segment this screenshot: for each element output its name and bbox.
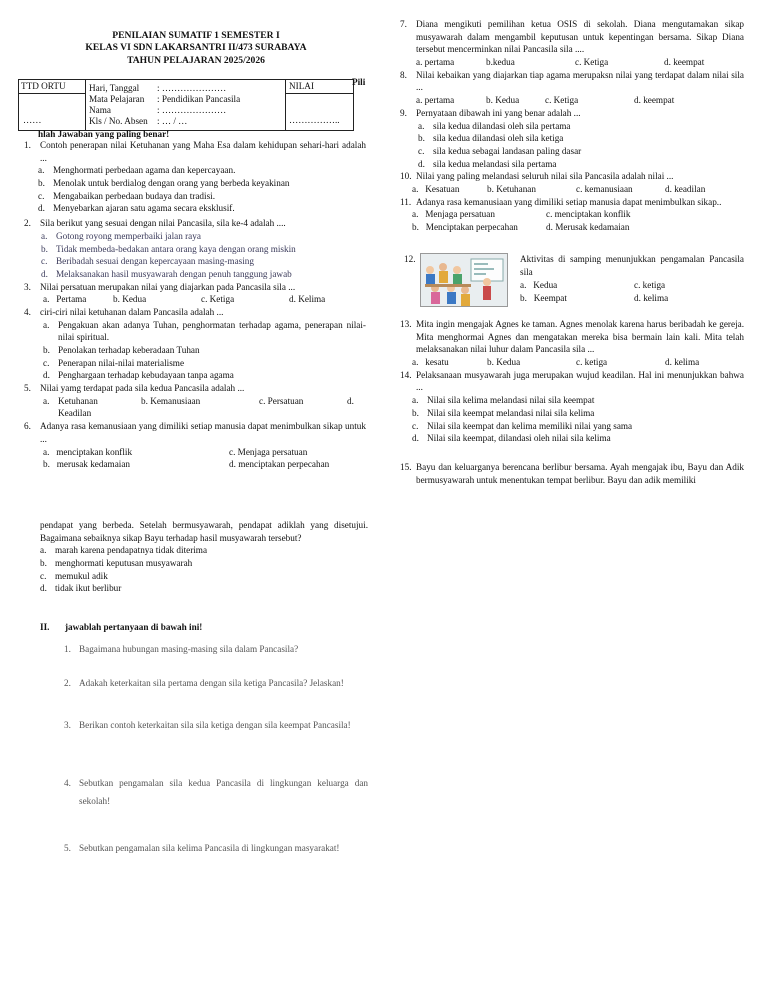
q6-option-a[interactable]: a. menciptakan konflik xyxy=(43,446,133,457)
q6-option-d[interactable]: d. menciptakan perpecahan xyxy=(229,459,330,470)
question-7: 7. Diana mengikuti pemilihan ketua OSIS di sekolah. Diana mengutamakan sikap musyawarah dalam mengambil keputusan untuk kepentingan bersama. Sikap Diana tersebut mencerminkan nilai Pancasila sila .... xyxy=(400,19,744,55)
q11-option-d[interactable]: d. Merusak kedamaian xyxy=(546,222,630,232)
q10-option-d[interactable]: d. keadilan xyxy=(665,183,706,194)
q2-option-b[interactable]: b. Tidak membeda-bedakan antara orang kaya dengan orang miskin xyxy=(41,243,296,254)
essay-question-3: 3. Berikan contoh keterkaitan sila sila ketiga dengan sila keempat Pancasila! xyxy=(64,720,351,730)
q15-option-b[interactable]: b. menghormati keputusan musyawarah xyxy=(40,558,193,569)
question-4: 4. ciri-ciri nilai ketuhanan dalam Pancasila adalah ... xyxy=(24,306,224,317)
header-year: TAHUN PELAJARAN 2025/2026 xyxy=(127,54,265,66)
field-class: Kls / No. Absen : … / … xyxy=(89,115,188,126)
pili-text: Pili xyxy=(352,77,366,87)
field-name: Nama : ………………… xyxy=(89,104,227,115)
question-3: 3. Nilai persatuan merupakan nilai yang diajarkan pada Pancasila sila ... xyxy=(24,281,296,292)
q8-option-b[interactable]: b. Kedua xyxy=(486,95,520,106)
q3-option-c[interactable]: c. Ketiga xyxy=(201,294,235,305)
question-13: 13. Mita ingin mengajak Agnes ke taman. Agnes menolak karena harus beribadah ke gereja. Mita menghormai Agnes dan mengatakan mereka bisa bermain lain kali. Mita telah melaksanakan nilai luhur dalam Pancasila sila ... xyxy=(400,319,744,355)
question-11: 11. Adanya rasa kemanusiaan yang dimiliki setiap manusia dapat menimbulkan sikap.. xyxy=(400,196,722,207)
right-column-lower xyxy=(400,318,744,445)
identity-fields xyxy=(89,83,285,126)
q14-option-b[interactable]: b. Nilai sila keempat melandasi nilai sila kelima xyxy=(412,407,595,418)
essay-question-2: 2. Adakah keterkaitan sila pertama dengan sila ketiga Pancasila? Jelaskan! xyxy=(64,678,344,688)
q10-options xyxy=(400,183,744,196)
q5-option-c[interactable]: c. Persatuan xyxy=(259,395,304,406)
q7-options xyxy=(400,56,744,69)
q9-option-a[interactable]: a. sila kedua dilandasi oleh sila pertama xyxy=(418,120,571,131)
q8-option-c[interactable]: c. Ketiga xyxy=(545,95,579,106)
q12-options-row1 xyxy=(520,279,744,292)
q14-option-a[interactable]: a. Nilai sila kelima melandasi nilai sila keempat xyxy=(412,395,595,406)
q1-option-c[interactable]: c. Mengabaikan perbedaan budaya dan tradisi. xyxy=(38,190,215,201)
q14-option-d[interactable]: d. Nilai sila keempat, dilandasi oleh nilai sila kelima xyxy=(412,433,611,444)
q2-option-d[interactable]: d. Melaksanakan hasil musyawarah dengan penuh tanggung jawab xyxy=(41,268,292,279)
q6-options xyxy=(24,446,366,471)
essay-question-5: 5. Sebutkan pengamalan sila kelima Pancasila di lingkungan masyarakat! xyxy=(64,843,340,853)
ttd-ortu-label: TTD ORTU xyxy=(19,80,85,94)
left-column xyxy=(24,139,366,471)
q9-option-c[interactable]: c. sila kedua sebagai landasan paling dasar xyxy=(418,145,582,156)
q10-option-a[interactable]: a. Kesatuan xyxy=(412,183,460,194)
q9-options xyxy=(400,120,744,171)
ttd-ortu-cell xyxy=(19,80,86,130)
q3-option-a[interactable]: a. Pertama xyxy=(43,294,87,305)
q5-option-d[interactable]: d. xyxy=(347,395,354,406)
q15-option-a[interactable]: a. marah karena pendapatnya tidak diterima xyxy=(40,545,208,556)
q5-option-b[interactable]: b. Kemanusiaan xyxy=(141,395,201,406)
q15-option-d[interactable]: d. tidak ikut berlibur xyxy=(40,583,122,594)
q13-option-d[interactable]: d. kelima xyxy=(665,357,700,368)
question-14: 14. Pelaksanaan musyawarah juga merupakan wujud keadilan. Hal ini menunjukkan bahwa ... xyxy=(400,369,744,393)
q7-option-b[interactable]: b.kedua xyxy=(486,57,515,68)
q12-options-row2 xyxy=(520,292,744,305)
q14-options xyxy=(400,394,744,445)
q2-option-c[interactable]: c. Beribadah sesuai dengan kepercayaan masing-masing xyxy=(41,256,254,267)
q10-option-c[interactable]: c. kemanusiaan xyxy=(576,183,633,194)
q6-option-b[interactable]: b. merusak kedamaian xyxy=(43,459,130,470)
instruction: hlah Jawaban yang paling benar! xyxy=(38,129,170,139)
q4-option-b[interactable]: b. Penolakan terhadap keberadaan Tuhan xyxy=(43,345,200,355)
nilai-dots: …………….. xyxy=(289,115,340,125)
student-id-box xyxy=(18,79,354,131)
q4-options xyxy=(24,319,366,382)
header-title: PENILAIAN SUMATIF 1 SEMESTER I xyxy=(112,30,280,41)
q3-options xyxy=(24,293,366,306)
q13-option-b[interactable]: b. Kedua xyxy=(487,357,521,368)
q2-option-a[interactable]: a. Gotong royong memperbaiki jalan raya xyxy=(41,230,201,241)
q2-options xyxy=(24,230,366,281)
q12-option-b[interactable]: b. Keempat xyxy=(520,293,567,303)
q8-options xyxy=(400,94,744,107)
q7-option-d[interactable]: d. keempat xyxy=(664,57,705,68)
q11-option-a[interactable]: a. Menjaga persatuan xyxy=(412,209,495,220)
question-1: 1. Contoh penerapan nilai Ketuhanan yang Maha Esa dalam kehidupan sehari-hari adalah ... xyxy=(24,140,366,163)
question-8: 8. Nilai kebaikan yang diajarkan tiap agama merupaksn nilai yang terdapat dalam nilai sila ... xyxy=(400,69,744,93)
q9-option-b[interactable]: b. sila kedua dilandasi oleh sila ketiga xyxy=(418,133,564,144)
field-subject: Mata Pelajaran : Pendidikan Pancasila xyxy=(89,93,241,104)
q15-option-c[interactable]: c. memukul adik xyxy=(40,570,108,581)
header-class: KELAS VI SDN LAKARSANTRI II/473 SURABAYA xyxy=(85,42,307,54)
essay-question-1: 1. Bagaimana hubungan masing-masing sila dalam Pancasila? xyxy=(64,644,299,654)
q12-option-a[interactable]: a. Kedua xyxy=(520,280,558,290)
q3-option-b[interactable]: b. Kedua xyxy=(113,294,147,305)
q11-options xyxy=(400,208,744,233)
question-15-continuation: pendapat yang berbeda. Setelah bermusyawarah, pendapat adiklah yang disetujui. Bagaimana sebaiknya sikap Bayu terhadap hasil musyawarah tersebut? a. marah karena pendapatnya tidak diterima b. menghormati keputusan musyawarah c. memukul adik d. tidak ikut berlibur xyxy=(40,520,368,594)
q13-option-a[interactable]: a. kesatu xyxy=(412,357,449,368)
nilai-label: NILAI xyxy=(286,80,354,94)
q12-option-d[interactable]: d. kelima xyxy=(634,293,669,303)
q3-option-d[interactable]: d. Kelima xyxy=(289,294,326,305)
q13-option-c[interactable]: c. ketiga xyxy=(576,357,608,368)
q7-option-c[interactable]: c. Ketiga xyxy=(575,57,609,68)
q1-option-b[interactable]: b. Menolak untuk berdialog dengan orang yang berbeda keyakinan xyxy=(38,178,290,189)
q6-option-c[interactable]: c. Menjaga persatuan xyxy=(229,446,308,457)
q1-options xyxy=(24,164,366,215)
question-10: 10. Nilai yang paling melandasi seluruh nilai sila Pancasila adalah nilai ... xyxy=(400,171,674,182)
q11-option-b[interactable]: b. Menciptakan perpecahan xyxy=(412,222,518,232)
q5-option-a[interactable]: a. Ketuhanan Keadilan xyxy=(43,395,98,419)
q4-option-d[interactable]: d. Penghargaan terhadap kebudayaan tanpa agama xyxy=(43,370,234,381)
q4-option-a[interactable]: a. Pengakuan akan adanya Tuhan, penghormatan terhadap agama, penerapan nilai-nilai spiritual. xyxy=(43,319,366,343)
question-9: 9. Pernyataan dibawah ini yang benar adalah ... xyxy=(400,107,581,118)
field-date: Hari, Tanggal : ………………… xyxy=(89,83,227,93)
question-12: 12. Aktivitas di samping menunjukkan pengamalan Pancasila sila a. Kedua c. ketiga b. Keempat d. kelima xyxy=(404,251,744,311)
question-2: 2. Sila berikut yang sesuai dengan nilai Pancasila, sila ke-4 adalah .... xyxy=(24,218,286,229)
q13-options xyxy=(400,356,744,369)
q1-option-a[interactable]: a. Menghormati perbedaan agama dan kepercayaan. xyxy=(38,165,236,176)
q4-option-c[interactable]: c. Penerapan nilai-nilai materialisme xyxy=(43,357,185,368)
q1-option-d[interactable]: d. Menyebarkan ajaran satu agama secara eksklusif. xyxy=(38,203,235,214)
right-column xyxy=(400,18,744,234)
exam-header xyxy=(18,30,374,67)
nilai-cell xyxy=(285,80,354,130)
q15-options xyxy=(40,544,368,595)
q10-option-b[interactable]: b. Ketuhanan xyxy=(487,183,536,194)
question-6: 6. Adanya rasa kemanusiaan yang dimiliki setiap manusia dapat menimbulkan sikap untuk ... xyxy=(24,421,366,444)
ttd-ortu-dots: …… xyxy=(23,115,42,125)
q8-option-a[interactable]: a. pertama xyxy=(416,95,455,106)
q12-option-c[interactable]: c. ketiga xyxy=(634,280,666,290)
section-2-heading: II. jawablah pertanyaan di bawah ini! xyxy=(40,622,203,632)
question-15: 15. Bayu dan keluarganya berencana berlibur bersama. Ayah mengajak ibu, Bayu dan Adik bermusyawarah untuk menentukan tempat berlibur. Bayu dan adik memiliki xyxy=(400,462,744,485)
question-5: 5. Nilai yamg terdapat pada sila kedua Pancasila adalah ... xyxy=(24,383,245,394)
q7-option-a[interactable]: a. pertama xyxy=(416,57,455,68)
musyawarah-classroom-illustration xyxy=(420,253,508,307)
q8-option-d[interactable]: d. keempat xyxy=(634,95,675,106)
q5-options xyxy=(24,395,366,420)
q9-option-d[interactable]: d. sila kedua melandasi sila pertama xyxy=(418,158,557,169)
essay-question-4: 4. Sebutkan pengamalan sila kedua Pancasila di lingkungan keluarga dan sekolah! xyxy=(64,778,368,807)
q14-option-c[interactable]: c. Nilai sila keempat dan kelima memiliki nilai yang sama xyxy=(412,420,633,431)
q11-option-c[interactable]: c. menciptakan konflik xyxy=(546,209,631,220)
